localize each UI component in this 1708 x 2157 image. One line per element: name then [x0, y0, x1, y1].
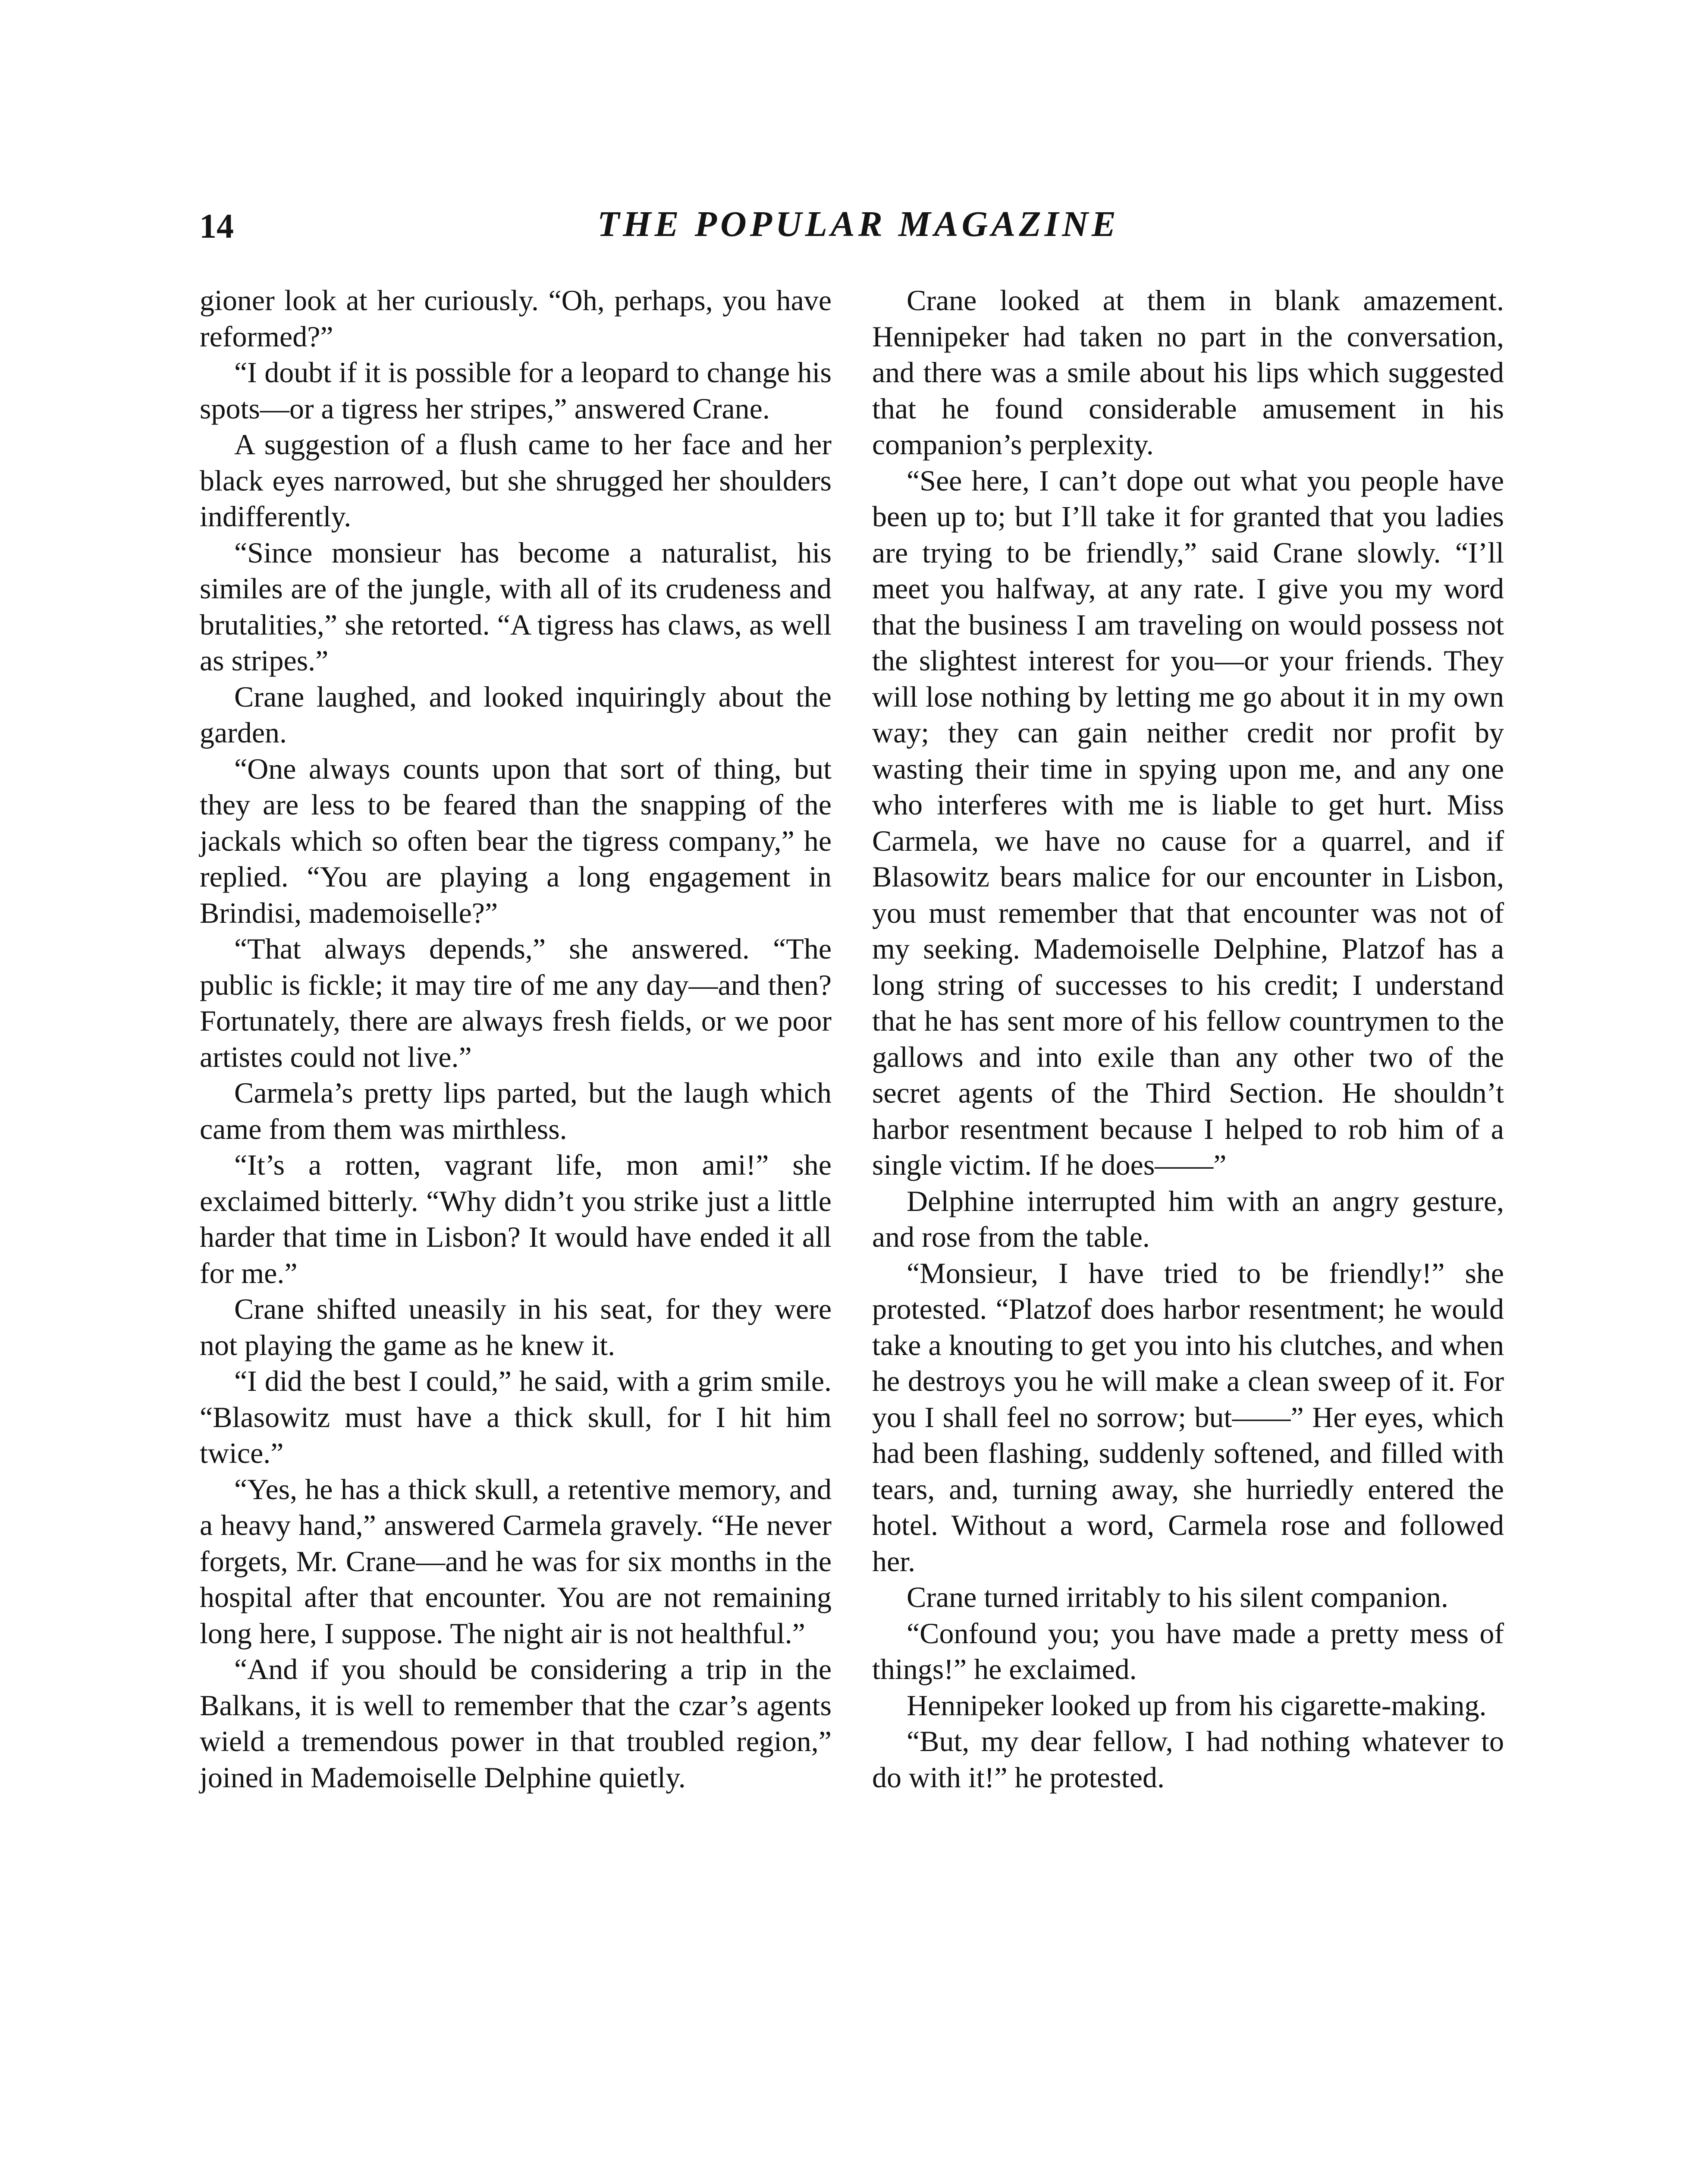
- paragraph: gioner look at her curiously. “Oh, perhaps, you have reformed?”: [200, 284, 832, 353]
- paragraph: “That always depends,” she answered. “The public is fickle; it may tire of me any day—and then? Fortunately, there are always fresh fields, or we poor artistes could not live.”: [200, 932, 832, 1073]
- paragraph: “But, my dear fellow, I had nothing whatever to do with it!” he protested.: [872, 1725, 1504, 1794]
- paragraph: “I did the best I could,” he said, with a grim smile. “Blasowitz must have a thick skull, for I hit him twice.”: [200, 1365, 832, 1469]
- paragraph: “One always counts upon that sort of thing, but they are less to be feared than the snapping of the jackals which so often bear the tigress company,” he replied. “You are playing a long engagement in Brindisi, mademoiselle?”: [200, 752, 832, 929]
- paragraph: “Yes, he has a thick skull, a retentive memory, and a heavy hand,” answered Carmela gravely. “He never forgets, Mr. Crane—and he was for six months in the hospital after that encounter. You are not remaining long here, I suppose. The night air is not healthful.”: [200, 1472, 832, 1650]
- running-title: THE POPULAR MAGAZINE: [597, 204, 1120, 244]
- paragraph: Hennipeker looked up from his cigarette-making.: [907, 1688, 1487, 1722]
- paragraph: “Monsieur, I have tried to be friendly!” she protested. “Platzof does harbor resentment; he would take a knouting to get you into his clutches, and when he destroys you he will make a clean sweep of it. For you I shall feel no sorrow; but——” Her eyes, which had been flashing, suddenly softened, and filled with tears, and, turning away, she hurriedly entered the hotel. Without a word, Carmela rose and followed her.: [872, 1256, 1504, 1578]
- paragraph: “See here, I can’t dope out what you people have been up to; but I’ll take it for granted that you ladies are trying to be friendly,” said Crane slowly. “I’ll meet you halfway, at any rate. I give you my word that the business I am traveling on would possess not the slightest interest for you—or your friends. They will lose nothing by letting me go about it in my own way; they can gain neither credit nor profit by wasting their time in spying upon me, and any one who interferes with me is liable to get hurt. Miss Carmela, we have no cause for a quarrel, and if Blasowitz bears malice for our encounter in Lisbon, you must remember that that encounter was not of my seeking. Mademoiselle Delphine, Platzof has a long string of successes to his credit; I understand that he has sent more of his fellow countrymen to the gallows and into exile than any other two of the secret agents of the Third Section. He shouldn’t harbor resentment because I helped to rob him of a single victim. If he does——”: [872, 464, 1504, 1181]
- page-number: 14: [199, 208, 234, 245]
- paragraph: Crane shifted uneasily in his seat, for they were not playing the game as he knew it.: [200, 1292, 832, 1361]
- paragraph: “It’s a rotten, vagrant life, mon ami!” she exclaimed bitterly. “Why didn’t you strike just a little harder that time in Lisbon? It would have ended it all for me.”: [200, 1148, 832, 1289]
- right-column: [872, 283, 1504, 1795]
- left-column: [200, 283, 832, 1795]
- paragraph: Crane turned irritably to his silent companion.: [907, 1581, 1448, 1613]
- paragraph: Crane laughed, and looked inquiringly about the garden.: [200, 680, 832, 749]
- paragraph: “I doubt if it is possible for a leopard to change his spots—or a tigress her stripes,” answered Crane.: [200, 356, 832, 425]
- paragraph: A suggestion of a flush came to her face and her black eyes narrowed, but she shrugged her shoulders indifferently.: [200, 428, 832, 533]
- paragraph: “And if you should be considering a trip in the Balkans, it is well to remember that the czar’s agents wield a tremendous power in that troubled region,” joined in Mademoiselle Delphine quietly.: [200, 1653, 832, 1794]
- paragraph: “Confound you; you have made a pretty mess of things!” he exclaimed.: [872, 1616, 1504, 1685]
- paragraph: Crane looked at them in blank amazement. Hennipeker had taken no part in the conversation, and there was a smile about his lips which suggested that he found considerable amusement in his companion’s perplexity.: [872, 284, 1504, 461]
- paragraph: Delphine interrupted him with an angry gesture, and rose from the table.: [872, 1184, 1504, 1253]
- paragraph: Carmela’s pretty lips parted, but the laugh which came from them was mirthless.: [200, 1076, 832, 1145]
- paragraph: “Since monsieur has become a naturalist, his similes are of the jungle, with all of its crudeness and brutalities,” she retorted. “A tigress has claws, as well as stripes.”: [200, 536, 832, 677]
